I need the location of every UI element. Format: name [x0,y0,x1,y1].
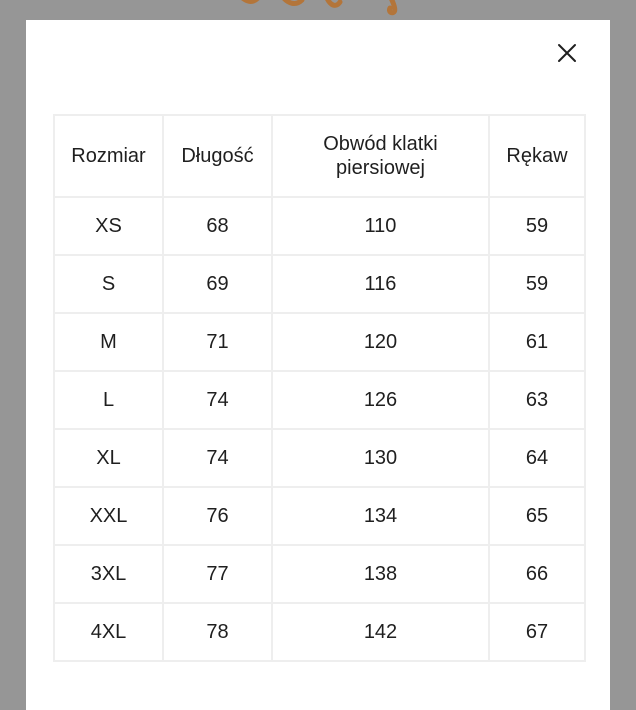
cell-chest: 134 [272,487,489,545]
cell-sleeve: 59 [489,197,585,255]
table-row [54,487,585,545]
cell-length: 69 [163,255,272,313]
cell-chest: 130 [272,429,489,487]
cell-length: 78 [163,603,272,661]
table-row [54,197,585,255]
cell-length: 76 [163,487,272,545]
table-row [54,313,585,371]
cell-size: M [54,313,163,371]
cell-length: 71 [163,313,272,371]
header-length: Długość [163,115,272,197]
cell-chest: 116 [272,255,489,313]
table-row [54,371,585,429]
cell-size: 4XL [54,603,163,661]
cell-chest: 142 [272,603,489,661]
size-table [53,114,586,662]
background-artwork-strokes [0,0,636,20]
cell-length: 74 [163,371,272,429]
table-header-row [54,115,585,197]
close-button[interactable] [554,40,580,66]
cell-size: 3XL [54,545,163,603]
header-sleeve: Rękaw [489,115,585,197]
cell-size: XXL [54,487,163,545]
cell-sleeve: 59 [489,255,585,313]
cell-size: S [54,255,163,313]
cell-chest: 126 [272,371,489,429]
cell-chest: 110 [272,197,489,255]
cell-chest: 120 [272,313,489,371]
table-row [54,429,585,487]
cell-size: XS [54,197,163,255]
cell-sleeve: 61 [489,313,585,371]
cell-size: L [54,371,163,429]
cell-chest: 138 [272,545,489,603]
cell-sleeve: 67 [489,603,585,661]
close-icon [557,43,577,63]
cell-sleeve: 64 [489,429,585,487]
header-size: Rozmiar [54,115,163,197]
size-chart-modal [26,20,610,710]
cell-length: 68 [163,197,272,255]
background-artwork [0,0,636,20]
table-row [54,603,585,661]
cell-sleeve: 63 [489,371,585,429]
header-chest: Obwód klatki piersiowej [272,115,489,197]
table-row [54,545,585,603]
cell-sleeve: 65 [489,487,585,545]
cell-sleeve: 66 [489,545,585,603]
cell-length: 74 [163,429,272,487]
cell-length: 77 [163,545,272,603]
cell-size: XL [54,429,163,487]
table-row [54,255,585,313]
